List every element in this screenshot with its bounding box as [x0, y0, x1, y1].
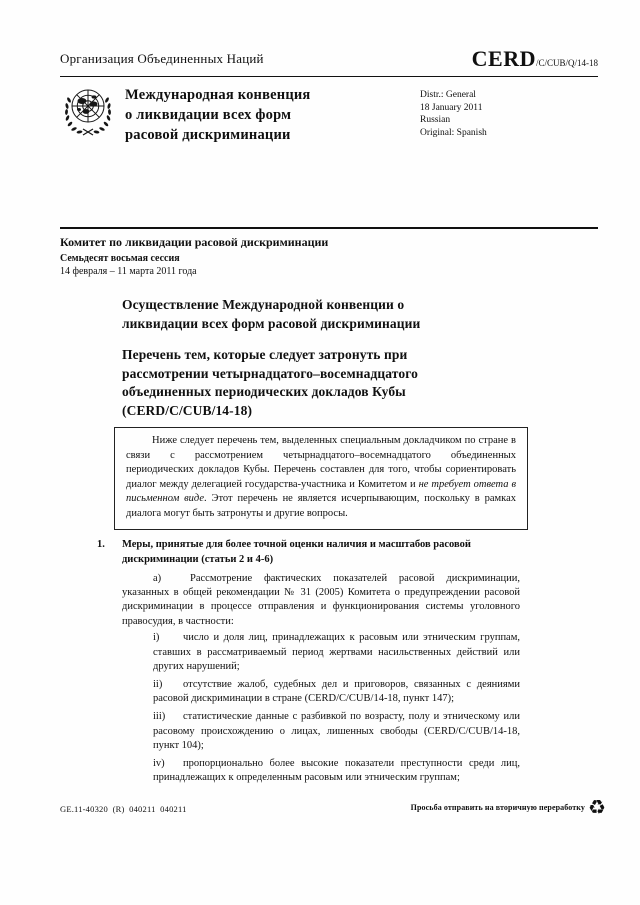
summary-box: [114, 427, 528, 530]
document-symbol-suffix: /C/CUB/Q/14-18: [535, 58, 598, 68]
document-subtitle-line: рассмотрении четырнадцатого–восемнадцатого: [122, 365, 418, 381]
list-item-label: iv): [153, 757, 165, 769]
list-item: [153, 678, 520, 707]
paragraph-a: [122, 572, 520, 629]
convention-title-line: расовой дискриминации: [125, 127, 291, 143]
document-title-line: ликвидации всех форм расовой дискриминации: [122, 315, 421, 331]
document-subtitle-line: Перечень тем, которые следует затронуть при: [122, 347, 408, 362]
un-emblem-icon: [61, 84, 115, 141]
list-item-text: число и доля лиц, принадлежащих к расовым или этническим группам, ставших в рассматриваемый период жертвами насильственных действий или других нарушений;: [153, 632, 520, 673]
list-item-label: i): [153, 632, 160, 643]
convention-title-line: о ликвидации всех форм: [125, 107, 292, 123]
distr-original: Original: Spanish: [420, 127, 487, 138]
distr-language: Russian: [420, 115, 451, 125]
document-reference: GE.11-40320 (R) 040211 040211: [60, 804, 187, 814]
distribution-info: [420, 89, 487, 139]
list-item-text: отсутствие жалоб, судебных дел и приговоров, связанных с деяниями расовой дискриминации в стране (CERD/C/CUB/14-18, пункт 147);: [153, 678, 520, 705]
paragraph-a-label: а): [153, 573, 162, 584]
section-1-number: 1.: [97, 539, 105, 550]
masthead-header-row: [60, 48, 598, 70]
document-title: [122, 296, 420, 333]
list-item-text: статистические данные с разбивкой по возрасту, полу и этническому или расовому происхождению о лицах, лишенных свободы (CERD/C/CUB/14-18, пункт 104);: [153, 710, 520, 752]
document-subtitle-line: объединенных периодических докладов Кубы: [122, 384, 406, 399]
list-item: [153, 757, 520, 786]
section-1-heading-text: Меры, принятые для более точной оценки наличия и масштабов расовой дискриминации (статьи 2 и 4-6): [122, 539, 471, 565]
convention-title: [125, 85, 415, 145]
list-item: [153, 710, 520, 754]
header-divider: [60, 76, 598, 77]
document-subtitle-line: (CERD/C/CUB/14-18): [122, 402, 253, 418]
convention-title-line: Международная конвенция: [125, 87, 311, 103]
document-subtitle: [122, 346, 418, 420]
summary-text-after: . Этот перечень не является исчерпывающим, поскольку в рамках диалога могут быть затронуты и другие вопросы.: [126, 493, 516, 519]
summary-text: Ниже следует перечень тем, выделенных специальным докладчиком по стране в связи с рассмотрением четырнадцатого–восемнадцатого объединенных периодических докладов Кубы. Перечень составлен для того, чтобы сориентировать диалог между делегацией государства-участника и Комитетом и: [126, 435, 516, 490]
committee-block: [60, 234, 328, 278]
list-item-text: пропорционально более высокие показатели преступности среди лиц, принадлежащих к определенным расовым или этническим группам;: [153, 757, 520, 784]
session-dates: 14 февраля – 11 марта 2011 года: [60, 266, 197, 277]
committee-name: Комитет по ликвидации расовой дискриминации: [60, 235, 329, 249]
list-item-label: ii): [153, 678, 163, 690]
subitem-list: [153, 631, 520, 789]
document-symbol-main: CERD: [471, 46, 536, 71]
session-title: Семьдесят восьмая сессия: [60, 253, 180, 264]
list-item-label: iii): [153, 710, 166, 722]
distr-line: Distr.: General: [420, 90, 476, 100]
org-name: Организация Объединенных Наций: [60, 51, 264, 66]
section-1-heading: [97, 538, 492, 567]
section-divider: [60, 227, 598, 229]
document-title-line: Осуществление Международной конвенции о: [122, 297, 405, 312]
list-item: [153, 631, 520, 675]
paragraph-a-text: Рассмотрение фактических показателей расовой дискриминации, указанных в общей рекомендации № 31 (2005) Комитета о предупреждении расовой дискриминации в процессе отправления и функционирования системы уголовного правосудия, в частности:: [122, 573, 520, 627]
recycle-note: [411, 797, 606, 817]
document-symbol: [472, 48, 598, 70]
summary-text-italic: не требует ответа в письменном виде: [126, 478, 516, 505]
distr-date: 18 January 2011: [420, 102, 483, 113]
recycle-icon: ♻: [587, 795, 606, 819]
recycle-note-text: Просьба отправить на вторичную переработку: [410, 802, 585, 812]
